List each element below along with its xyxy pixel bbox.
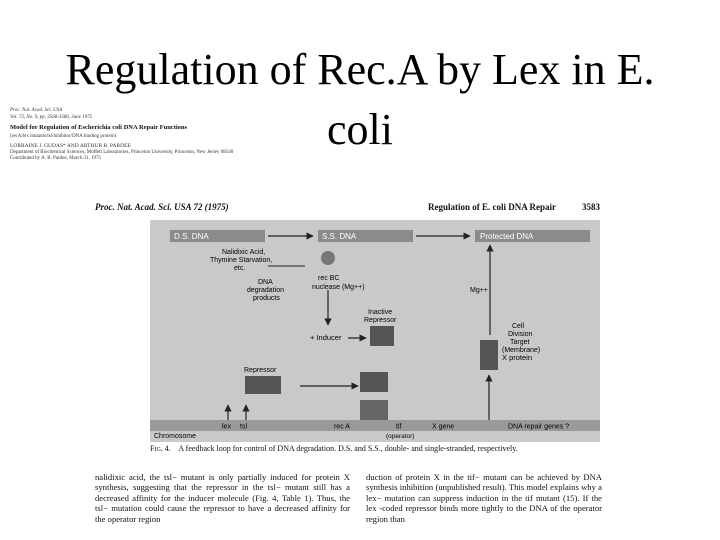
paper-keywords: (recA/lex mutants/tsl/inhibitor/DNA binding protein) bbox=[10, 133, 117, 139]
cell-division-label-4: (Membrane) bbox=[502, 347, 541, 354]
gene-lex: lex bbox=[222, 423, 231, 431]
active-repressor-shape bbox=[360, 372, 388, 392]
body-text-left-column: nalidixic acid, the tsl− mutant is only partially induced for protein X synthesis, suggesting that the repressor in the tsl− mutant still has a decreased affinity for the inducer molecule (Fig. 4, Table 1). Thus, the tsl− mutation could cause the repressor to have a decreased affinity for the operator region bbox=[95, 472, 350, 524]
nalidixic-label: Nalidixic Acid, bbox=[222, 249, 266, 256]
figure-number: Fig. 4. bbox=[150, 444, 171, 453]
chromosome-label: Chromosome bbox=[154, 433, 197, 440]
paper-authors: LORRAINE J. GUDAS* AND ARTHUR B. PARDEE bbox=[10, 143, 131, 149]
body-text-right-column: duction of protein X in the tif− mutant can be achieved by DNA synthesis inhibition (unpublished result). This model explains why a lex− mutation can suppress induction in the tif mutant (15). If the lex -coded repressor binds more tightly to the DNA of the operator region than bbox=[366, 472, 602, 524]
x-protein-shape bbox=[480, 340, 498, 370]
figure-feedback-loop bbox=[150, 220, 600, 442]
page-number: 3583 bbox=[582, 202, 600, 212]
slide-title-line-2: coli bbox=[327, 105, 393, 154]
slide-title-line-1: Regulation of Rec.A by Lex in E. bbox=[65, 45, 655, 94]
dna-degradation-label-1: DNA bbox=[258, 279, 273, 286]
inactive-repressor-label-2: Repressor bbox=[364, 317, 397, 324]
dna-degradation-label-2: degradation bbox=[247, 287, 284, 294]
repressor-label: Repressor bbox=[244, 367, 277, 374]
gene-tif: tif bbox=[396, 423, 402, 431]
thymine-label: Thymine Starvation, bbox=[210, 257, 273, 264]
journal-name: Proc. Nat. Acad. Sci. USA bbox=[10, 108, 63, 113]
mg-label: Mg++ bbox=[470, 287, 488, 294]
dna-repair-genes-label: DNA repair genes ? bbox=[508, 423, 570, 431]
cell-division-label-2: Division bbox=[508, 331, 533, 338]
recbc-nuclease-blob bbox=[321, 251, 335, 265]
cell-division-label-1: Cell bbox=[512, 323, 525, 330]
operator-label: (operator) bbox=[386, 433, 415, 440]
paper-header-snippet bbox=[10, 108, 240, 163]
figure-diagram bbox=[150, 220, 600, 442]
recbc-label: rec BC bbox=[318, 275, 340, 282]
paper-affiliation: Department of Biochemical Sciences, Moffett Laboratories, Princeton University, Princeton, New Jersey 08540 bbox=[10, 149, 234, 155]
page-header bbox=[95, 202, 600, 216]
inducer-label: + Inducer bbox=[310, 333, 342, 342]
etc-label: etc. bbox=[234, 265, 246, 272]
dna-degradation-label-3: products bbox=[253, 295, 280, 302]
figure-caption-text: A feedback loop for control of DNA degradation. D.S. and S.S., double- and single-stranded, respectively. bbox=[178, 444, 518, 453]
inactive-repressor-label-1: Inactive bbox=[368, 309, 393, 316]
inactive-repressor-shape bbox=[370, 326, 394, 346]
gene-x: X gene bbox=[432, 423, 455, 431]
x-protein-label: X protein bbox=[502, 353, 533, 362]
paper-title: Model for Regulation of Escherichia coli DNA Repair Functions bbox=[10, 124, 188, 131]
gene-reca: rec A bbox=[334, 423, 350, 431]
running-title: Regulation of E. coli DNA Repair bbox=[428, 202, 556, 212]
figure-caption bbox=[150, 444, 610, 453]
repressor-shape bbox=[245, 376, 281, 394]
nuclease-label: nuclease (Mg++) bbox=[312, 284, 365, 291]
protected-dna-label: Protected DNA bbox=[480, 232, 534, 241]
paper-contributed: Contributed by A. B. Pardee, March 31, 1975 bbox=[10, 156, 101, 161]
ds-dna-label: D.S. DNA bbox=[174, 232, 209, 241]
operator-bound-shape bbox=[360, 400, 388, 422]
journal-citation: Proc. Nat. Acad. Sci. USA 72 (1975) bbox=[95, 202, 229, 212]
cell-division-label-3: Target bbox=[510, 339, 530, 346]
ss-dna-label: S.S. DNA bbox=[322, 232, 357, 241]
journal-volume: Vol. 72, No. 9, pp. 3568-3586, June 1975 bbox=[10, 114, 93, 120]
gene-tsl: tsl bbox=[240, 423, 247, 431]
